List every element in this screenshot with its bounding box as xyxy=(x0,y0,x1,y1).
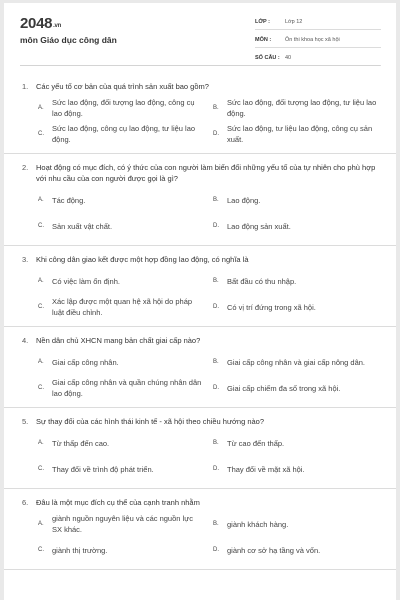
option-a[interactable] xyxy=(38,351,205,373)
site-logo[interactable] xyxy=(20,15,61,32)
option-text: Giai cấp công nhân và quần chúng nhân dân lao động. xyxy=(52,378,202,398)
option-d[interactable] xyxy=(213,458,380,480)
logo-main: 2048 xyxy=(20,15,53,32)
exam-meta xyxy=(255,15,381,69)
question-text: Khi công dân giao kết được một hợp đồng lao động, có nghĩa là xyxy=(36,255,249,264)
option-letter: C. xyxy=(38,384,44,391)
logo-suffix: .vn xyxy=(53,23,61,29)
option-text: Thay đổi về mặt xã hội. xyxy=(227,464,305,474)
answer-options xyxy=(20,351,380,403)
option-letter: A. xyxy=(38,277,44,284)
question-text: Đâu là một mục đích cụ thể của cạnh tranh nhằm xyxy=(36,498,200,507)
option-text: giành cơ sở hạ tầng và vốn. xyxy=(227,545,321,555)
meta-label: LỚP : xyxy=(255,19,270,25)
option-c[interactable] xyxy=(38,539,205,561)
question-stem xyxy=(20,497,380,508)
question-stem xyxy=(20,81,380,92)
question-number: 6. xyxy=(22,498,29,507)
option-letter: B. xyxy=(213,277,219,284)
meta-row-class xyxy=(255,15,381,30)
question-3 xyxy=(4,246,396,327)
option-a[interactable] xyxy=(38,432,205,454)
option-c[interactable] xyxy=(38,458,205,480)
option-letter: B. xyxy=(213,358,219,365)
option-letter: D. xyxy=(213,222,219,229)
subject-title: môn Giáo dục công dân xyxy=(20,35,117,45)
option-text: Sức lao động, tư liệu lao động, công cụ sản xuất. xyxy=(227,124,373,144)
option-text: Xác lập được một quan hệ xã hội do pháp luật điều chỉnh. xyxy=(52,297,193,317)
question-number: 1. xyxy=(22,82,29,91)
option-letter: C. xyxy=(38,546,44,553)
option-letter: D. xyxy=(213,130,219,137)
option-text: Có vị trí đứng trong xã hội. xyxy=(227,302,316,312)
option-letter: D. xyxy=(213,303,219,310)
option-d[interactable] xyxy=(213,215,380,237)
answer-options xyxy=(20,270,380,322)
question-text: Các yếu tố cơ bản của quá trình sản xuất bao gồm? xyxy=(36,82,209,91)
option-letter: C. xyxy=(38,130,44,137)
question-stem xyxy=(20,162,380,184)
option-text: Có việc làm ổn định. xyxy=(52,276,120,286)
question-number: 3. xyxy=(22,255,29,264)
option-letter: A. xyxy=(38,358,44,365)
option-a[interactable] xyxy=(38,270,205,292)
option-c[interactable] xyxy=(38,296,205,318)
option-text: Sản xuất vật chất. xyxy=(52,221,113,231)
option-text: giành nguồn nguyên liệu và các nguồn lực SX khác. xyxy=(52,514,193,534)
question-number: 2. xyxy=(22,163,29,172)
option-text: giành thị trường. xyxy=(52,545,108,555)
option-letter: B. xyxy=(213,520,219,527)
answer-options xyxy=(20,432,380,484)
option-letter: B. xyxy=(213,196,219,203)
option-c[interactable] xyxy=(38,215,205,237)
option-letter: B. xyxy=(213,104,219,111)
question-6 xyxy=(4,489,396,570)
meta-row-count xyxy=(255,51,381,66)
question-1 xyxy=(4,73,396,154)
meta-value: 40 xyxy=(285,55,292,61)
option-d[interactable] xyxy=(213,123,380,145)
option-text: Bất đầu có thu nhập. xyxy=(227,276,297,286)
option-a[interactable] xyxy=(38,189,205,211)
option-letter: C. xyxy=(38,465,44,472)
option-text: Lao động. xyxy=(227,195,261,205)
option-text: Giai cấp công nhân. xyxy=(52,357,119,367)
option-letter: D. xyxy=(213,465,219,472)
exam-page xyxy=(4,3,396,600)
option-text: Từ thấp đến cao. xyxy=(52,438,110,448)
option-d[interactable] xyxy=(213,539,380,561)
option-letter: A. xyxy=(38,104,44,111)
answer-options xyxy=(20,97,380,149)
option-a[interactable] xyxy=(38,97,205,119)
option-d[interactable] xyxy=(213,377,380,399)
option-text: Sức lao động, công cụ lao động, tư liệu lao động. xyxy=(52,124,196,144)
option-b[interactable] xyxy=(213,270,380,292)
question-2 xyxy=(4,154,396,246)
option-letter: C. xyxy=(38,303,44,310)
question-stem xyxy=(20,254,380,265)
answer-options xyxy=(20,513,380,565)
option-text: Sức lao động, đối tượng lao động, tư liệu lao động. xyxy=(227,98,377,118)
option-text: Lao động sản xuất. xyxy=(227,221,291,231)
meta-value: Ôn thi khoa học xã hội xyxy=(285,37,340,43)
option-letter: A. xyxy=(38,439,44,446)
question-stem xyxy=(20,416,380,427)
option-b[interactable] xyxy=(213,189,380,211)
question-text: Sự thay đổi của các hình thái kinh tế - xã hội theo chiều hướng nào? xyxy=(36,417,265,426)
question-4 xyxy=(4,327,396,408)
option-text: Giai cấp công nhân và giai cấp nông dân. xyxy=(227,357,366,367)
option-c[interactable] xyxy=(38,377,205,399)
option-text: Sức lao động, đối tượng lao động, công cụ lao động. xyxy=(52,98,195,118)
option-text: Từ cao đến thấp. xyxy=(227,438,285,448)
option-d[interactable] xyxy=(213,296,380,318)
option-text: Thay đổi về trình độ phát triển. xyxy=(52,464,154,474)
question-stem xyxy=(20,335,380,346)
option-a[interactable] xyxy=(38,513,205,535)
option-b[interactable] xyxy=(213,97,380,119)
option-letter: D. xyxy=(213,546,219,553)
option-c[interactable] xyxy=(38,123,205,145)
question-number: 5. xyxy=(22,417,29,426)
option-text: Giai cấp chiếm đa số trong xã hội. xyxy=(227,383,341,393)
header-divider xyxy=(20,65,380,66)
option-b[interactable] xyxy=(213,513,380,535)
option-text: Tác động. xyxy=(52,195,86,205)
question-number: 4. xyxy=(22,336,29,345)
answer-options xyxy=(20,189,380,241)
question-text: Nền dân chủ XHCN mang bản chất giai cấp nào? xyxy=(36,336,201,345)
option-letter: A. xyxy=(38,520,44,527)
question-text: Hoạt động có mục đích, có ý thức của con người làm biến đổi những yếu tố của tự nhiên cho phù hợp với nhu cầu của con người được gọi là gì? xyxy=(36,163,376,183)
question-list xyxy=(4,73,396,570)
option-b[interactable] xyxy=(213,432,380,454)
question-5 xyxy=(4,408,396,489)
option-letter: D. xyxy=(213,384,219,391)
option-b[interactable] xyxy=(213,351,380,373)
option-letter: A. xyxy=(38,196,44,203)
option-letter: B. xyxy=(213,439,219,446)
option-letter: C. xyxy=(38,222,44,229)
meta-row-subject xyxy=(255,33,381,48)
exam-header xyxy=(4,3,396,73)
meta-label: SỐ CÂU : xyxy=(255,55,280,61)
meta-value: Lớp 12 xyxy=(285,19,303,25)
meta-label: MÔN : xyxy=(255,37,272,43)
option-text: giành khách hàng. xyxy=(227,519,289,529)
